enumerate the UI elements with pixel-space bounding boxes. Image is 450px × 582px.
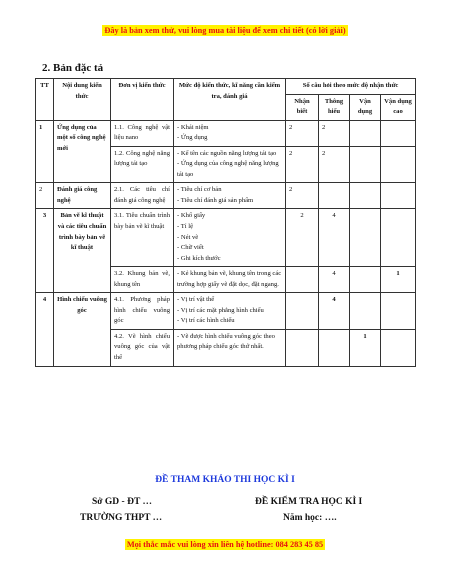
van-dung-cao-cell: [381, 329, 416, 366]
nhan-biet-cell: 2: [286, 209, 319, 267]
content-cell: Bản vẽ kĩ thuật và các tiêu chuẩn trình bày bản vẽ kĩ thuật: [54, 209, 111, 293]
level-item: - Tỉ lệ: [177, 223, 193, 231]
level-item: - Kẻ khung bản vẽ, khung tên trong các trường hợp giấy vẽ đặt dọc, đặt ngang.: [177, 270, 282, 288]
van-dung-cell: [350, 267, 381, 293]
level-item: - Vị trí vật thể: [177, 296, 215, 304]
thong-hieu-cell: [319, 183, 350, 209]
van-dung-cell: [350, 293, 381, 330]
level-cell: [174, 267, 286, 293]
header-level: Mức độ kiến thức, kĩ năng cần kiểm tra, đánh giá: [174, 79, 286, 121]
preview-notice-banner: [0, 20, 450, 38]
van-dung-cell: [350, 183, 381, 209]
thong-hieu-cell: [319, 329, 350, 366]
thong-hieu-cell: 4: [319, 267, 350, 293]
table-row: [36, 209, 416, 267]
preview-notice-text: Đây là bản xem thử, vui lòng mua tài liệu để xem chi tiết (có lời giải): [104, 26, 346, 35]
level-item: - Ứng dụng của công nghệ năng lượng tái tạo: [177, 160, 279, 178]
exam-title: ĐỀ KIỂM TRA HỌC KÌ I: [255, 497, 363, 507]
content-cell: Đánh giá công nghệ: [54, 183, 111, 209]
level-cell: [174, 209, 286, 267]
header-count: Số câu hỏi theo mức độ nhận thức: [286, 79, 416, 95]
nhan-biet-cell: [286, 329, 319, 366]
nhan-biet-cell: 2: [286, 120, 319, 146]
unit-cell: 4.2. Vẽ hình chiếu vuông góc của vật thể: [111, 329, 174, 366]
van-dung-cao-cell: [381, 209, 416, 267]
level-item: - Tiêu chí đánh giá sản phẩm: [177, 196, 254, 204]
section-title: 2. Bản đặc tả: [42, 62, 104, 74]
unit-cell: 3.2. Khung bản vẽ, khung tên: [111, 267, 174, 293]
nhan-biet-cell: 2: [286, 183, 319, 209]
level-cell: [174, 293, 286, 330]
level-cell: [174, 146, 286, 183]
specification-table: [35, 78, 416, 367]
thong-hieu-cell: 2: [319, 146, 350, 183]
hotline-text: Mọi thắc mắc vui lòng xin liên hệ hotline: 084 283 45 85: [126, 540, 324, 549]
unit-cell: 1.1. Công nghệ vật liệu nano: [111, 120, 174, 146]
nhan-biet-cell: [286, 267, 319, 293]
van-dung-cao-cell: [381, 183, 416, 209]
content-cell: Ứng dụng của một số công nghệ mới: [54, 120, 111, 183]
header-content: Nội dung kiến thức: [54, 79, 111, 121]
thong-hieu-cell: 2: [319, 120, 350, 146]
header-van-dung: Vận dụng: [350, 94, 381, 120]
level-item: - Vẽ được hình chiếu vuông góc theo phương pháp chiếu góc thứ nhất.: [177, 332, 275, 351]
table-row: [36, 120, 416, 146]
van-dung-cell: [350, 120, 381, 146]
unit-cell: 1.2. Công nghệ năng lượng tái tạo: [111, 146, 174, 183]
level-item: - Tiêu chí cơ bản: [177, 186, 222, 194]
van-dung-cao-cell: [381, 293, 416, 330]
row-number: 2: [36, 183, 54, 209]
school-label: TRƯỜNG THPT …: [80, 513, 163, 523]
level-item: - Vị trí các mặt phẳng hình chiếu: [177, 306, 264, 314]
level-item: - Chữ viết: [177, 244, 204, 252]
row-number: 4: [36, 293, 54, 366]
level-cell: [174, 329, 286, 366]
header-tt: TT: [36, 79, 54, 121]
level-item: - Vị trí các hình chiếu: [177, 317, 235, 325]
header-thong-hieu: Thông hiểu: [319, 94, 350, 120]
van-dung-cao-cell: 1: [381, 267, 416, 293]
header-nhan-biet: Nhận biết: [286, 94, 319, 120]
nhan-biet-cell: 2: [286, 146, 319, 183]
nhan-biet-cell: [286, 293, 319, 330]
van-dung-cao-cell: [381, 146, 416, 183]
department-label: Sở GD - ĐT …: [92, 497, 152, 507]
thong-hieu-cell: 4: [319, 293, 350, 330]
level-cell: [174, 183, 286, 209]
van-dung-cell: [350, 209, 381, 267]
level-item: - Ứng dụng: [177, 134, 208, 142]
van-dung-cao-cell: [381, 120, 416, 146]
level-item: - Khổ giấy: [177, 212, 206, 220]
table-row: [36, 293, 416, 330]
reference-exam-title: ĐỀ THAM KHẢO THI HỌC KÌ I: [155, 475, 295, 485]
school-year-label: Năm học: ….: [283, 513, 337, 523]
row-number: 1: [36, 120, 54, 183]
level-item: - Ghi kích thước: [177, 254, 221, 262]
level-item: - Khái niệm: [177, 123, 209, 131]
thong-hieu-cell: 4: [319, 209, 350, 267]
level-item: - Kể tên các nguồn năng lượng tái tạo: [177, 149, 277, 157]
unit-cell: 3.1. Tiêu chuẩn trình bày bản vẽ kĩ thuật: [111, 209, 174, 267]
van-dung-cell: [350, 146, 381, 183]
unit-cell: 2.1. Các tiêu chí đánh giá công nghệ: [111, 183, 174, 209]
van-dung-cell: 1: [350, 329, 381, 366]
header-unit: Đơn vị kiến thức: [111, 79, 174, 121]
content-cell: Hình chiếu vuông góc: [54, 293, 111, 366]
unit-cell: 4.1. Phương pháp hình chiếu vuông góc: [111, 293, 174, 330]
level-item: - Nét vẽ: [177, 233, 199, 241]
header-van-dung-cao: Vận dụng cao: [381, 94, 416, 120]
row-number: 3: [36, 209, 54, 293]
table-row: [36, 183, 416, 209]
level-cell: [174, 120, 286, 146]
hotline-banner: [0, 534, 450, 552]
